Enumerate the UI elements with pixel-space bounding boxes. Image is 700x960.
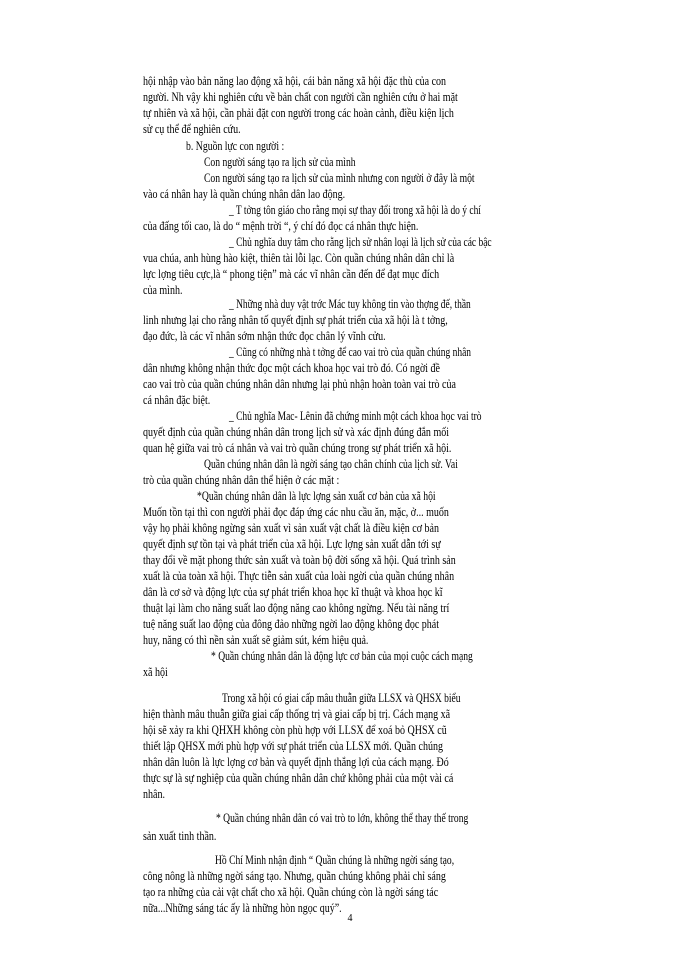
text-line: lực lợng tiêu cực,là “ phong tiện” mà các vĩ nhân cần đến để đạt mục đích bbox=[143, 266, 440, 281]
text-line: hội sẽ xảy ra khi QHXH không còn phù hợp với LLSX để xoá bỏ QHSX cũ bbox=[143, 722, 447, 737]
text-line: đạo đức, là các vĩ nhân sớm nhận thức đọc chân lý vĩnh cửu. bbox=[143, 328, 386, 343]
text-line: nhân dân luôn là lực lợng cơ bản và quyết định thắng lợi của cách mạng. Đó bbox=[143, 754, 449, 769]
text-line: hiện thành mâu thuẫn giữa giai cấp thống trị và giai cấp bị trị. Cách mạng xã bbox=[143, 706, 451, 721]
text-line: công nông là những ngời sáng tạo. Nhưng, quần chúng không phải chỉ sáng bbox=[143, 868, 446, 883]
text-line: tự nhiên và xã hội, cần phải đặt con người trong các hoàn cảnh, điều kiện lịch bbox=[143, 105, 454, 120]
text-line: _ Cũng có những nhà t tởng để cao vai trò của quần chúng nhân bbox=[229, 344, 472, 359]
text-line: quan hệ giữa vai trò cá nhân và vai trò quần chúng trong sự phát triển xã hội. bbox=[143, 440, 452, 455]
text-line: thuật lại làm cho năng suất lao động năng cao không ngừng. Nếu tài năng trí bbox=[143, 600, 450, 615]
text-line: Hồ Chí Minh nhận định “ Quần chúng là những ngời sáng tạo, bbox=[215, 852, 455, 867]
text-line: _ Chủ nghĩa duy tâm cho rằng lịch sử nhân loại là lịch sử của các bậc bbox=[229, 234, 492, 249]
text-line: Quần chúng nhân dân là ngời sáng tạo chân chính của lịch sử. Vai bbox=[204, 456, 458, 471]
text-line: vậy họ phải không ngừng sản xuất vì sản xuất vật chất là điều kiện cơ bản bbox=[143, 520, 440, 535]
text-line: Con người sáng tạo ra lịch sử của mình nhưng con người ở đây là một bbox=[204, 170, 475, 185]
text-line: xuất là của toàn xã hội. Thực tiễn sản xuất của loài ngời của quần chúng nhân bbox=[143, 568, 455, 583]
page-number: 4 bbox=[347, 913, 353, 924]
subheading: Con người sáng tạo ra lịch sử của mình bbox=[204, 154, 356, 169]
bullet-heading: * Quần chúng nhân dân là động lực cơ bản của mọi cuộc cách mạng bbox=[211, 648, 473, 663]
section-heading: b. Nguồn lực con người : bbox=[186, 138, 285, 153]
text-line: trò của quần chúng nhân dân thể hiện ở các mặt : bbox=[143, 472, 340, 487]
text-line: _ Chủ nghĩa Mac- Lênin đã chứng minh một cách khoa học vai trò bbox=[229, 408, 482, 423]
text-line: tuệ năng suất lao động của đông đảo những ngời lao động không đọc phát bbox=[143, 616, 440, 631]
text-line: huy, năng có thì nền sản xuất sẽ giảm sút, kém hiệu quả. bbox=[143, 632, 369, 647]
text-line: Trong xã hội có giai cấp mâu thuẫn giữa LLSX và QHSX biểu bbox=[222, 690, 461, 705]
text-line: Muốn tồn tại thì con người phải đọc đáp ứng các nhu cầu ăn, mặc, ở... muốn bbox=[143, 504, 449, 519]
text-line: quyết định của quần chúng nhân dân trong lịch sử và xác định đúng đắn mối bbox=[143, 424, 450, 439]
text-line: cao vai trò của quần chúng nhân dân nhưng lại phủ nhận hoàn toàn vai trò của bbox=[143, 376, 456, 391]
bullet-heading: sản xuất tinh thần. bbox=[143, 828, 217, 843]
text-line: của đấng tối cao, là do “ mệnh trời “, ý chí đó đọc cá nhân thực hiện. bbox=[143, 218, 419, 233]
bullet-heading: *Quần chúng nhân dân là lực lợng sản xuất cơ bản của xã hội bbox=[197, 488, 436, 503]
text-line: thực sự là sự nghiệp của quần chúng nhân dân chứ không phải của một vài cá bbox=[143, 770, 454, 785]
text-line: thay đổi về mặt phong thức sản xuất và toàn bộ đời sống xã hội. Quá trình sản bbox=[143, 552, 456, 567]
text-line: cá nhân đặc biệt. bbox=[143, 392, 211, 407]
text-line: quyết định sự tồn tại và phát triển của xã hội. Lực lợng sản xuất dẫn tới sự bbox=[143, 536, 441, 551]
text-line: nữa...Những sáng tác ấy là những hòn ngọc quý”. bbox=[143, 900, 342, 915]
text-line: _ T tởng tôn giáo cho rằng mọi sự thay đổi trong xã hội là do ý chí bbox=[229, 202, 481, 217]
text-line: dân là cơ sở và động lực của sự phát triển khoa học kĩ thuật và khoa học kĩ bbox=[143, 584, 443, 599]
text-line: sử cụ thể để nghiên cứu. bbox=[143, 121, 241, 136]
text-line: hội nhập vào bản năng lao động xã hội, cái bản năng xã hội đặc thù của con bbox=[143, 73, 447, 88]
text-line: nhân. bbox=[143, 786, 165, 801]
bullet-heading: xã hội bbox=[143, 664, 168, 679]
bullet-heading: * Quần chúng nhân dân có vai trò to lớn, không thể thay thế trong bbox=[216, 810, 469, 825]
text-line: dân nhưng không nhận thức đọc một cách khoa học vai trò đó. Có ngời đề bbox=[143, 360, 440, 375]
text-line: vào cá nhân hay là quần chúng nhân dân lao động. bbox=[143, 186, 346, 201]
text-line: của mình. bbox=[143, 282, 183, 297]
text-line: người. Nh vậy khi nghiên cứu về bản chất con người cần nghiên cứu ở hai mặt bbox=[143, 89, 458, 104]
text-line: linh nhưng lại cho rằng nhân tố quyết định sự phát triển của xã hội là t tởng, bbox=[143, 312, 448, 327]
text-line: _ Những nhà duy vật trớc Mác tuy không tin vào thợng đế, thần bbox=[229, 296, 471, 311]
text-line: vua chúa, anh hùng hào kiệt, thiên tài lỗi lạc. Còn quần chúng nhân dân chỉ là bbox=[143, 250, 455, 265]
text-line: tạo ra những của cải vật chất cho xã hội. Quần chúng còn là ngời sáng tác bbox=[143, 884, 439, 899]
text-line: thiết lập QHSX mới phù hợp với sự phát triển của LLSX mới. Quần chúng bbox=[143, 738, 443, 753]
